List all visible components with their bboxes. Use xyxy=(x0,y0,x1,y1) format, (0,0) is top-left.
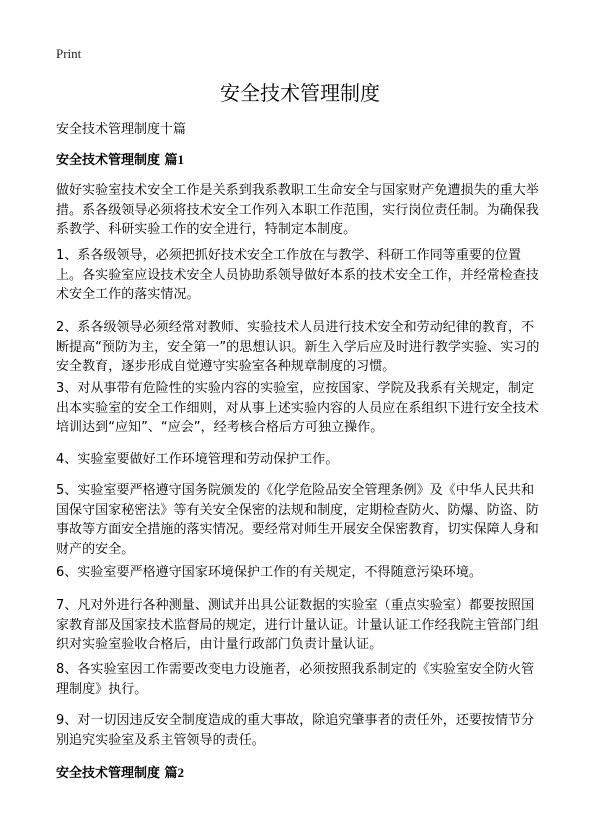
section-heading-1-text: 安全技术管理制度 xyxy=(56,153,161,168)
paragraph-6: 6、实验室要严格遵守国家环境保护工作的有关规定，不得随意污染环境。 xyxy=(56,565,482,580)
document-title: 安全技术管理制度 xyxy=(220,81,380,105)
paragraph-4: 4、实验室要做好工作环境管理和劳动保护工作。 xyxy=(56,452,339,467)
section-heading-2-number: 篇2 xyxy=(164,765,185,780)
paragraph-3: 3、对从事带有危险性的实验内容的实验室，应按国家、学院及我系有关规定，制定出本实验室的安全工作细则，对从事上述实验内容的人员应在系组织下进行安全技术培训达到“应知”、“应会”，经考核合格后方可独立操作。 xyxy=(56,381,539,435)
print-label: Print xyxy=(56,46,82,61)
section-heading-1-number: 篇1 xyxy=(164,152,185,167)
section-heading-1 xyxy=(56,151,184,170)
section-heading-2 xyxy=(56,764,184,783)
paragraph-7: 7、凡对外进行各种测量、测试并出具公证数据的实验室（重点实验室）都要按照国家教育部及国家技术监督局的规定，进行计量认证。计量认证工作经我院主管部门组织对实验室验收合格后，由计量行政部门负责计量认证。 xyxy=(56,598,539,652)
section-heading-2-text: 安全技术管理制度 xyxy=(56,766,161,781)
paragraph-5: 5、实验室要严格遵守国务院颁发的《化学危险品安全管理条例》及《中华人民共和国保守国家秘密法》等有关安全保密的法规和制度，定期检查防火、防爆、防盗、防事故等方面安全措施的落实情况。要经常对师生开展安全保密教育，切实保障人身和财产的安全。 xyxy=(56,483,539,557)
paragraph-9: 9、对一切因违反安全制度造成的重大事故，除追究肇事者的责任外，还要按情节分别追究实验室及系主管领导的责任。 xyxy=(56,713,535,748)
paragraph-8: 8、各实验室因工作需要改变电力设施者，必须按照我系制定的《实验室安全防火管理制度》执行。 xyxy=(56,662,535,697)
paragraph-2: 2、系各级领导必须经常对教师、实验技术人员进行技术安全和劳动纪律的教育，不断提高“预防为主，安全第一”的思想认识。新生入学后应及时进行教学实验、实习的安全教育，逐步形成自觉遵守实验室各种规章制度的习惯。 xyxy=(56,320,540,374)
document-subtitle: 安全技术管理制度十篇 xyxy=(56,122,187,137)
paragraph-1: 1、系各级领导，必须把抓好技术安全工作放在与教学、科研工作同等重要的位置上。各实验室应设技术安全人员协助系领导做好本系的技术安全工作，并经常检查技术安全工作的落实情况。 xyxy=(56,248,539,302)
paragraph-intro: 做好实验室技术安全工作是关系到我系教职工生命安全与国家财产免遭损失的重大举措。系各级领导必须将技术安全工作列入本职工作范围，实行岗位责任制。为确保我系教学、科研实验工作的安全进行，特制定本制度。 xyxy=(56,183,539,237)
